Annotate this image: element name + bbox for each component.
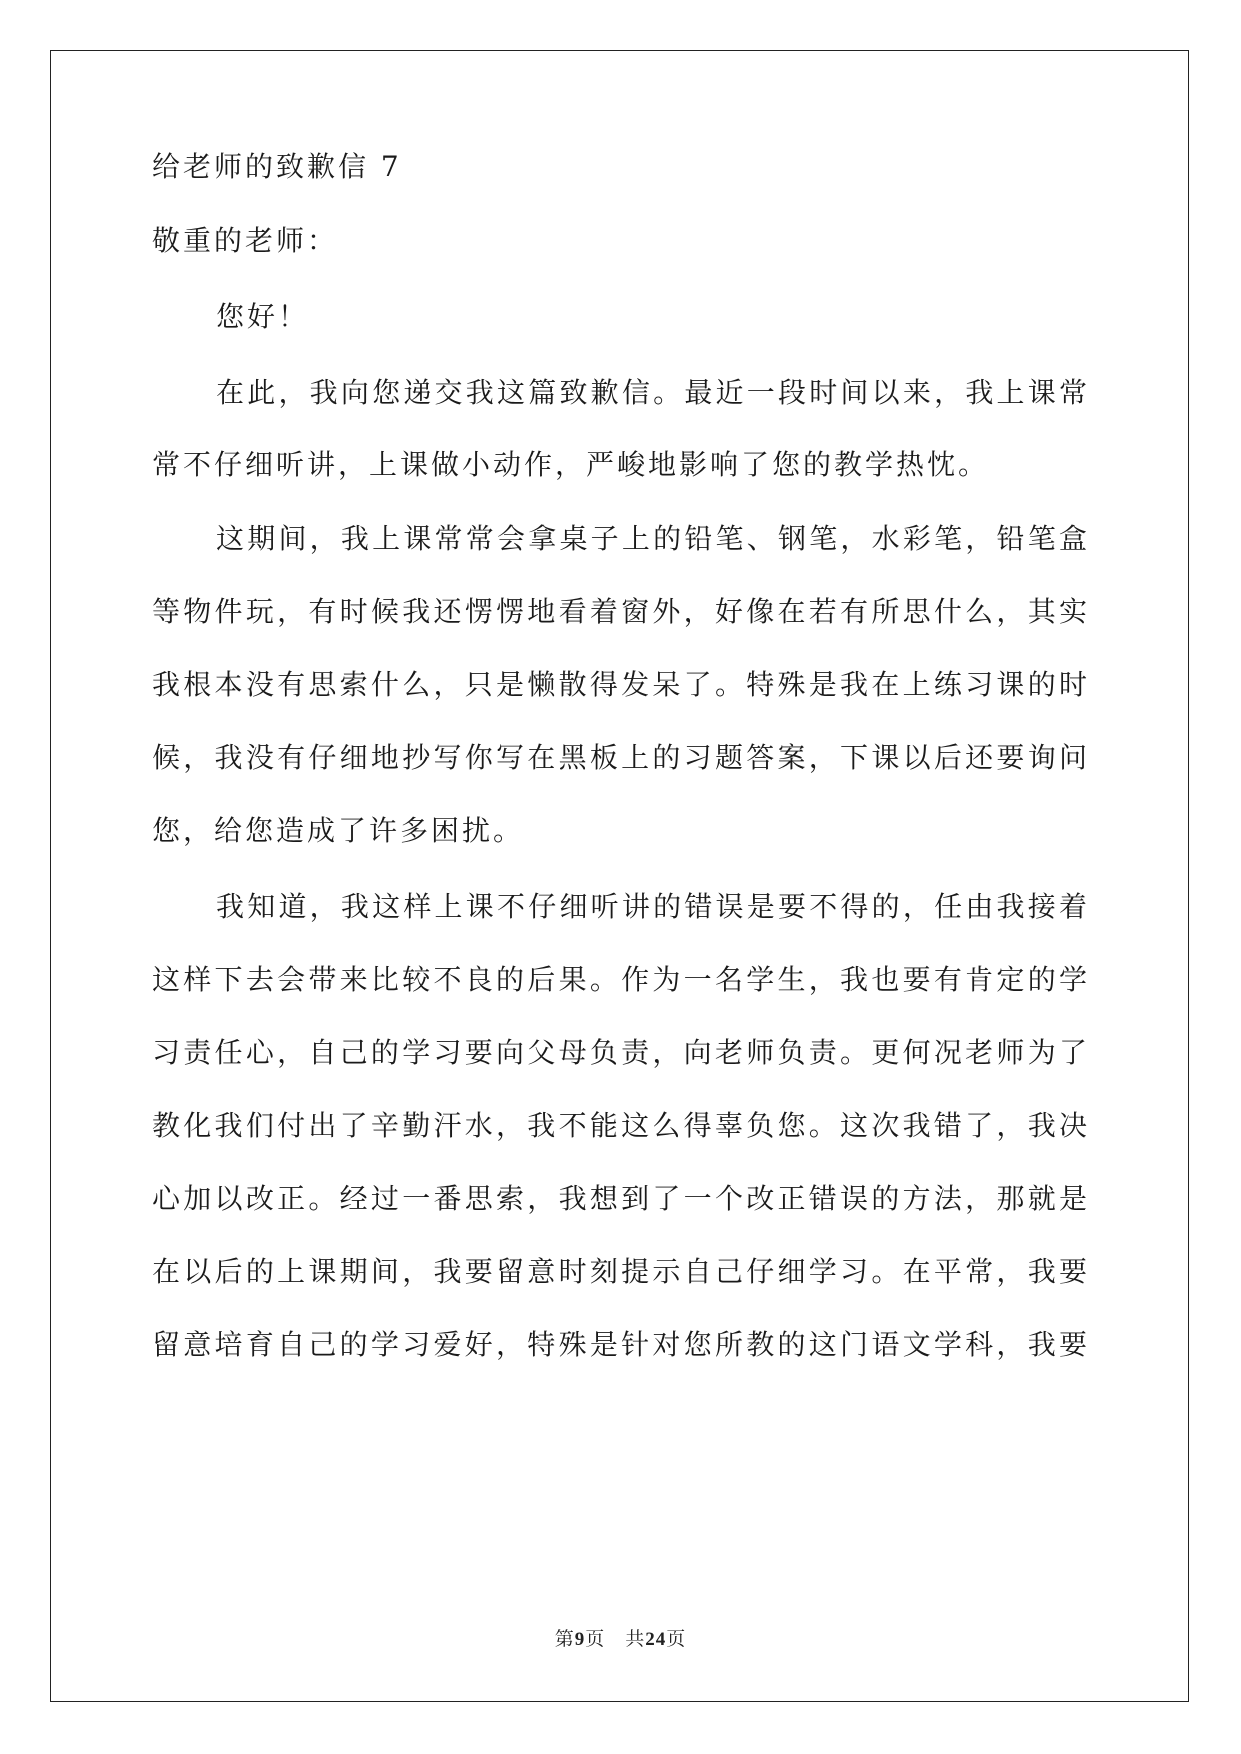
paragraph-3-line-1: 我知道，我这样上课不仔细听讲的错误是要不得的，任由我接着 [216,890,1087,923]
paragraph-1-line-2: 常不仔细听讲，上课做小动作，严峻地影响了您的教学热忱。 [152,448,990,481]
page-suffix: 页 [585,1628,606,1650]
paragraph-2-line-4: 候，我没有仔细地抄写你写在黑板上的习题答案，下课以后还要询问 [152,741,1087,774]
paragraph-3-line-6: 在以后的上课期间，我要留意时刻提示自己仔细学习。在平常，我要 [152,1255,1087,1288]
total-pages: 24 [645,1629,667,1650]
paragraph-2-line-1: 这期间，我上课常常会拿桌子上的铅笔、钢笔，水彩笔，铅笔盒 [216,522,1087,555]
paragraph-3-line-3: 习责任心，自己的学习要向父母负责，向老师负责。更何况老师为了 [152,1036,1087,1069]
paragraph-2-line-5: 您，给您造成了许多困扰。 [152,814,525,847]
paragraph-2-line-2: 等物件玩，有时候我还愣愣地看着窗外，好像在若有所思什么，其实 [152,595,1087,628]
greeting: 您好！ [216,300,310,333]
paragraph-3-line-2: 这样下去会带来比较不良的后果。作为一名学生，我也要有肯定的学 [152,963,1087,996]
page-footer [0,1624,1241,1651]
paragraph-3-line-7: 留意培育自己的学习爱好，特殊是针对您所教的这门语文学科，我要 [152,1328,1087,1361]
salutation: 敬重的老师： [152,224,339,257]
page-border [50,50,1189,1702]
paragraph-3-line-5: 心加以改正。经过一番思索，我想到了一个改正错误的方法，那就是 [152,1182,1087,1215]
total-suffix: 页 [666,1628,687,1650]
paragraph-1-line-1: 在此，我向您递交我这篇致歉信。最近一段时间以来，我上课常 [216,376,1087,409]
page-number: 9 [574,1629,586,1650]
paragraph-2-line-3: 我根本没有思索什么，只是懒散得发呆了。特殊是我在上练习课的时 [152,668,1087,701]
letter-title: 给老师的致歉信 7 [152,150,402,183]
page-prefix: 第 [554,1628,575,1650]
total-prefix: 共 [625,1628,646,1650]
paragraph-3-line-4: 教化我们付出了辛勤汗水，我不能这么得辜负您。这次我错了，我决 [152,1109,1087,1142]
